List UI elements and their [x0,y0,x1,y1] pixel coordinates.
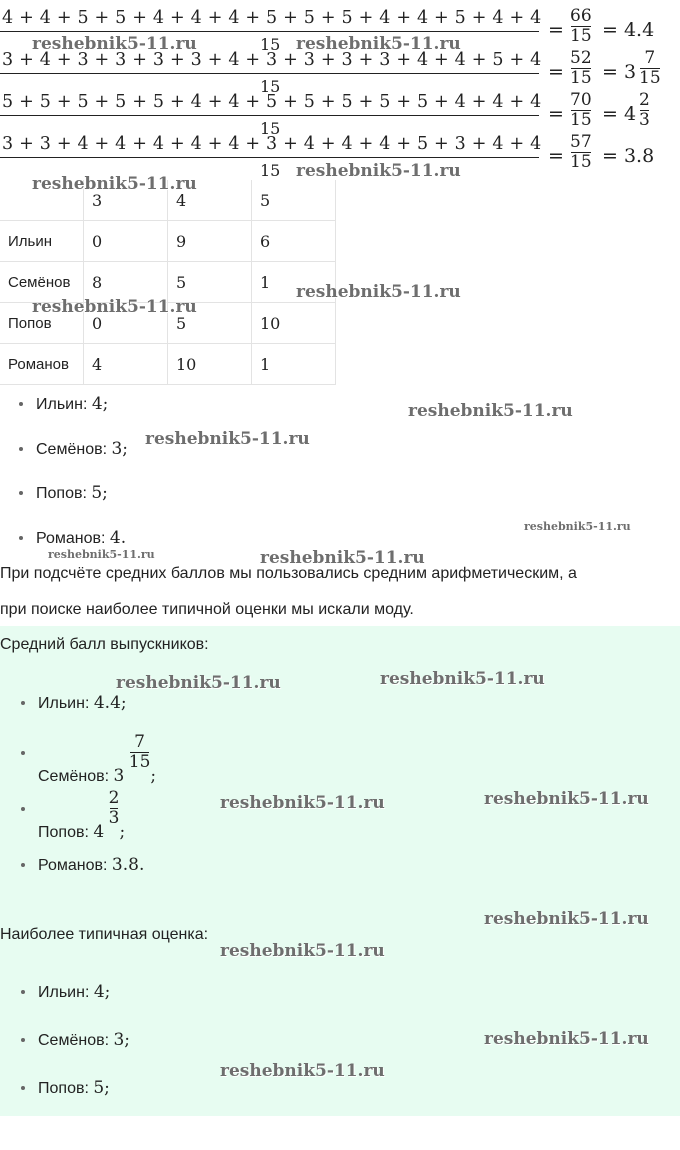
mode-heading: Наиболее типичная оценка: [0,926,209,943]
grades-table [0,180,336,385]
table-cell: 5 [168,303,252,344]
watermark: reshebnik5-11.ru [524,520,631,533]
table-cell-name: Попов [0,303,84,344]
equation-numerator: 3 + 4 + 3 + 3 + 3 + 3 + 4 + 3 + 3 + 3 + 3 + 4 + 4 + 5 + 4 [2,50,542,70]
table-cell-name: Романов [0,344,84,385]
list-item: Семёнов: 3; [36,439,128,459]
table-header-cell: 3 [84,180,168,221]
list-item: Ильин: 4; [36,394,108,414]
equation-romanov: 3 + 3 + 4 + 4 + 4 + 4 + 4 + 3 + 4 + 4 + 4 + 5 + 3 + 4 + 4 15 = 57 15 = 3.8 [2,132,655,180]
watermark: reshebnik5-11.ru [260,548,425,568]
table-cell: 9 [168,221,252,262]
table-cell: 8 [84,262,168,303]
fraction-bar [0,115,539,116]
watermark: reshebnik5-11.ru [32,174,197,194]
mixed-fraction: $\frac{7}{15}$ [128,732,151,772]
watermark: reshebnik5-11.ru [408,401,573,421]
table-cell: 0 [84,221,168,262]
watermark: reshebnik5-11.ru [220,941,385,961]
table-cell: 1 [252,344,336,385]
list-item: Семёнов: 3; [38,1030,130,1050]
bullet-icon [19,536,23,540]
mixed-fraction: $\frac{2}{3}$ [108,788,120,828]
list-item: Ильин: 4.4; [38,693,127,713]
table-cell: 0 [84,303,168,344]
bullet-icon [21,807,25,811]
result-value: = 4.4 [602,19,655,41]
result-fraction: 66 15 [570,6,592,46]
list-item: Семёнов: 3 $\frac{7}{15}$ ; [38,747,156,786]
result-fraction: 57 15 [570,132,592,172]
list-item: Попов: 5; [36,483,108,503]
list-item: Ильин: 4; [38,982,110,1002]
list-item: Попов: 4 $\frac{2}{3}$ ; [38,803,125,842]
watermark: reshebnik5-11.ru [220,793,385,813]
equation-denominator: 15 [260,77,281,96]
equation-numerator: 4 + 4 + 5 + 5 + 4 + 4 + 4 + 5 + 5 + 5 + 4 + 4 + 5 + 4 + 4 [2,8,542,28]
watermark: reshebnik5-11.ru [380,669,545,689]
table-cell: 1 [252,262,336,303]
table-row [0,344,336,385]
explanation-line-1: При подсчёте средних баллов мы пользовались средним арифметическим, а [0,565,577,582]
fraction-bar [0,73,539,74]
watermark: reshebnik5-11.ru [116,673,281,693]
explanation-line-2: при поиске наиболее типичной оценки мы искали моду. [0,601,414,618]
table-cell-name: Ильин [0,221,84,262]
bullet-icon [21,1038,25,1042]
bullet-icon [21,751,25,755]
bullet-icon [19,447,23,451]
table-row [0,221,336,262]
list-item: Романов: 3.8. [38,855,144,875]
table-cell: 5 [168,262,252,303]
table-cell-name: Семёнов [0,262,84,303]
equation-denominator: 15 [260,119,281,138]
bullet-icon [19,402,23,406]
result-value: = 3.8 [602,145,655,167]
table-cell: 10 [168,344,252,385]
fraction-bar [0,31,539,32]
watermark: reshebnik5-11.ru [484,789,649,809]
table-header-cell: 4 [168,180,252,221]
equation-ilyin: 4 + 4 + 5 + 5 + 4 + 4 + 4 + 5 + 5 + 5 + 4 + 4 + 5 + 4 + 4 15 = 66 15 = 4.4 [2,6,655,54]
result-fraction: 52 15 [570,48,592,88]
watermark: reshebnik5-11.ru [32,297,197,317]
watermark: reshebnik5-11.ru [296,161,461,181]
watermark: reshebnik5-11.ru [484,1029,649,1049]
watermark: reshebnik5-11.ru [296,282,461,302]
watermark: reshebnik5-11.ru [296,34,461,54]
table-cell: 6 [252,221,336,262]
equation-numerator: 5 + 5 + 5 + 5 + 5 + 4 + 4 + 5 + 5 + 5 + 5 + 5 + 4 + 4 + 4 [2,92,542,112]
bullet-icon [21,701,25,705]
equation-semenov: 3 + 4 + 3 + 3 + 3 + 3 + 4 + 3 + 3 + 3 + 3 + 4 + 4 + 5 + 4 15 = 52 15 = 3 7 15 [2,48,661,96]
equation-denominator: 15 [260,35,281,54]
table-cell: 10 [252,303,336,344]
avg-heading: Средний балл выпускников: [0,636,209,653]
watermark: reshebnik5-11.ru [484,909,649,929]
watermark: reshebnik5-11.ru [220,1061,385,1081]
bullet-icon [19,491,23,495]
result-fraction: 70 15 [570,90,592,130]
bullet-icon [21,1086,25,1090]
equation-numerator: 3 + 3 + 4 + 4 + 4 + 4 + 4 + 3 + 4 + 4 + 4 + 5 + 3 + 4 + 4 [2,134,542,154]
bullet-icon [21,863,25,867]
list-item: Романов: 4. [36,528,126,548]
result-mixed-fraction: 2 3 [639,90,650,130]
result-whole: = 3 [602,61,637,83]
list-item: Попов: 5; [38,1078,110,1098]
equation-popov: 5 + 5 + 5 + 5 + 5 + 4 + 4 + 5 + 5 + 5 + 5 + 5 + 4 + 4 + 4 15 = 70 15 = 4 2 3 [2,90,650,138]
result-mixed-fraction: 7 15 [639,48,661,88]
watermark: reshebnik5-11.ru [32,34,197,54]
bullet-icon [21,990,25,994]
fraction-bar [0,157,539,158]
table-header-cell: 5 [252,180,336,221]
result-whole: = 4 [602,103,637,125]
equation-denominator: 15 [260,161,281,180]
watermark: reshebnik5-11.ru [48,548,155,561]
table-cell: 4 [84,344,168,385]
watermark: reshebnik5-11.ru [145,429,310,449]
